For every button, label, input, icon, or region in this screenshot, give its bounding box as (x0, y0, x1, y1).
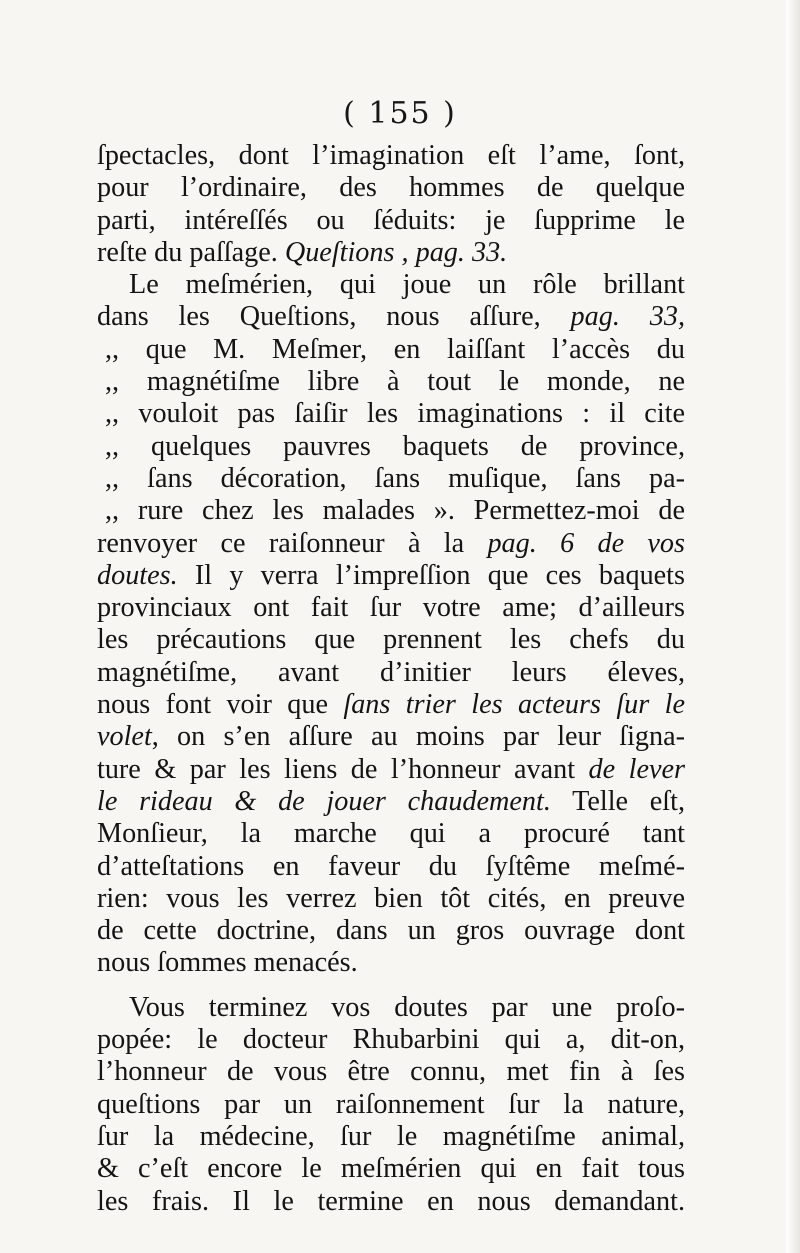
text-span: , on s’en aſſure au moins par leur ſigna- (151, 721, 685, 753)
text-span: ,, vouloit pas ſaiſir les imaginations : il cite (105, 398, 685, 430)
text-line (97, 140, 685, 172)
text-span: Monſieur, la marche qui a procuré tant (97, 818, 685, 850)
text-span: ture & par les liens de l’honneur avant (97, 753, 589, 785)
text-line (97, 1186, 685, 1218)
text-line (97, 721, 685, 753)
italic-span: pag. 33, (570, 301, 685, 333)
text-span: magnétiſme, avant d’initier leurs éleves, (97, 656, 685, 688)
text-line (97, 883, 685, 915)
text-span: Il y verra l’impreſſion que ces baquets (177, 559, 685, 591)
text-line (97, 1121, 685, 1153)
text-line (97, 1089, 685, 1121)
text-span: queſtions par un raiſonnement ſur la nature, (97, 1088, 685, 1120)
text-span: Telle eſt, (550, 785, 685, 817)
text-line (97, 366, 685, 398)
italic-span: ſans trier les acteurs ſur le (343, 689, 685, 721)
text-line (97, 1024, 685, 1056)
text-line (97, 463, 685, 495)
text-line (97, 334, 685, 366)
paragraph-gap (97, 980, 685, 992)
text-span: renvoyer ce raiſonneur à la (97, 527, 488, 559)
text-span: dans les Queſtions, nous aſſure, (97, 301, 571, 333)
text-line (97, 786, 685, 818)
text-line (97, 657, 685, 689)
text-span: Le meſmérien, qui joue un rôle brillant (129, 269, 685, 301)
text-line (97, 915, 685, 947)
text-span: les frais. Il le termine en nous demandant. (97, 1185, 685, 1217)
text-span: pour l’ordinaire, des hommes de quelque (97, 172, 685, 204)
text-line (97, 237, 685, 269)
text-line (97, 851, 685, 883)
text-span: nous ſommes menacés. (97, 947, 358, 979)
text-span: & c’eſt encore le meſmérien qui en fait tous (97, 1153, 685, 1185)
text-line (97, 1056, 685, 1088)
text-line (97, 172, 685, 204)
text-line (97, 624, 685, 656)
text-span: ſur la médecine, ſur le magnétiſme animal, (97, 1120, 685, 1152)
text-span: parti, intéreſſés ou ſéduits: je ſupprime le (97, 204, 685, 236)
text-span: ſpectacles, dont l’imagination eſt l’ame, ſont, (97, 140, 685, 171)
text-line (97, 528, 685, 560)
text-line (97, 818, 685, 850)
page-text (97, 140, 685, 1218)
text-span: provinciaux ont fait ſur votre ame; d’ailleurs (97, 592, 685, 624)
text-line (97, 947, 685, 979)
italic-span: doutes. (97, 559, 178, 591)
text-line (97, 269, 685, 301)
italic-span: de lever (588, 753, 685, 785)
text-span: l’honneur de vous être connu, met fin à ſes (97, 1056, 685, 1088)
text-span: rien: vous les verrez bien tôt cités, en preuve (97, 882, 685, 914)
text-line (97, 560, 685, 592)
text-line (97, 689, 685, 721)
text-span: ,, ſans décoration, ſans muſique, ſans pa- (105, 462, 685, 494)
text-span: ,, magnétiſme libre à tout le monde, ne (105, 366, 685, 398)
text-line (97, 398, 685, 430)
text-span: d’atteſtations en faveur du ſyſtême meſmé- (97, 850, 685, 882)
text-span: ,, rure chez les malades ». Permettez-moi de (105, 495, 685, 527)
text-line (97, 205, 685, 237)
text-line (97, 1153, 685, 1185)
text-span: reſte du paſſage. (97, 236, 285, 268)
italic-span: Queſtions , pag. 33. (284, 236, 508, 268)
text-span: les précautions que prennent les chefs du (97, 624, 685, 656)
text-line (97, 992, 685, 1024)
page-edge (786, 0, 800, 1253)
text-line (97, 495, 685, 527)
text-span: nous font voir que (97, 689, 344, 721)
text-span: ,, quelques pauvres baquets de province, (105, 430, 685, 462)
text-line (97, 301, 685, 333)
text-span: de cette doctrine, dans un gros ouvrage dont (97, 915, 685, 947)
text-span: ,, que M. Meſmer, en laiſſant l’accès du (105, 333, 685, 365)
italic-span: pag. 6 de vos (487, 527, 685, 559)
italic-span: volet (97, 721, 152, 753)
text-line (97, 592, 685, 624)
text-line (97, 754, 685, 786)
text-span: popée: le docteur Rhubarbini qui a, dit-on, (97, 1024, 685, 1056)
text-span: Vous terminez vos doutes par une proſo- (129, 991, 685, 1023)
page-number: ( 155 ) (343, 96, 457, 131)
text-line (97, 431, 685, 463)
italic-span: le rideau & de jouer chaudement. (97, 785, 551, 817)
